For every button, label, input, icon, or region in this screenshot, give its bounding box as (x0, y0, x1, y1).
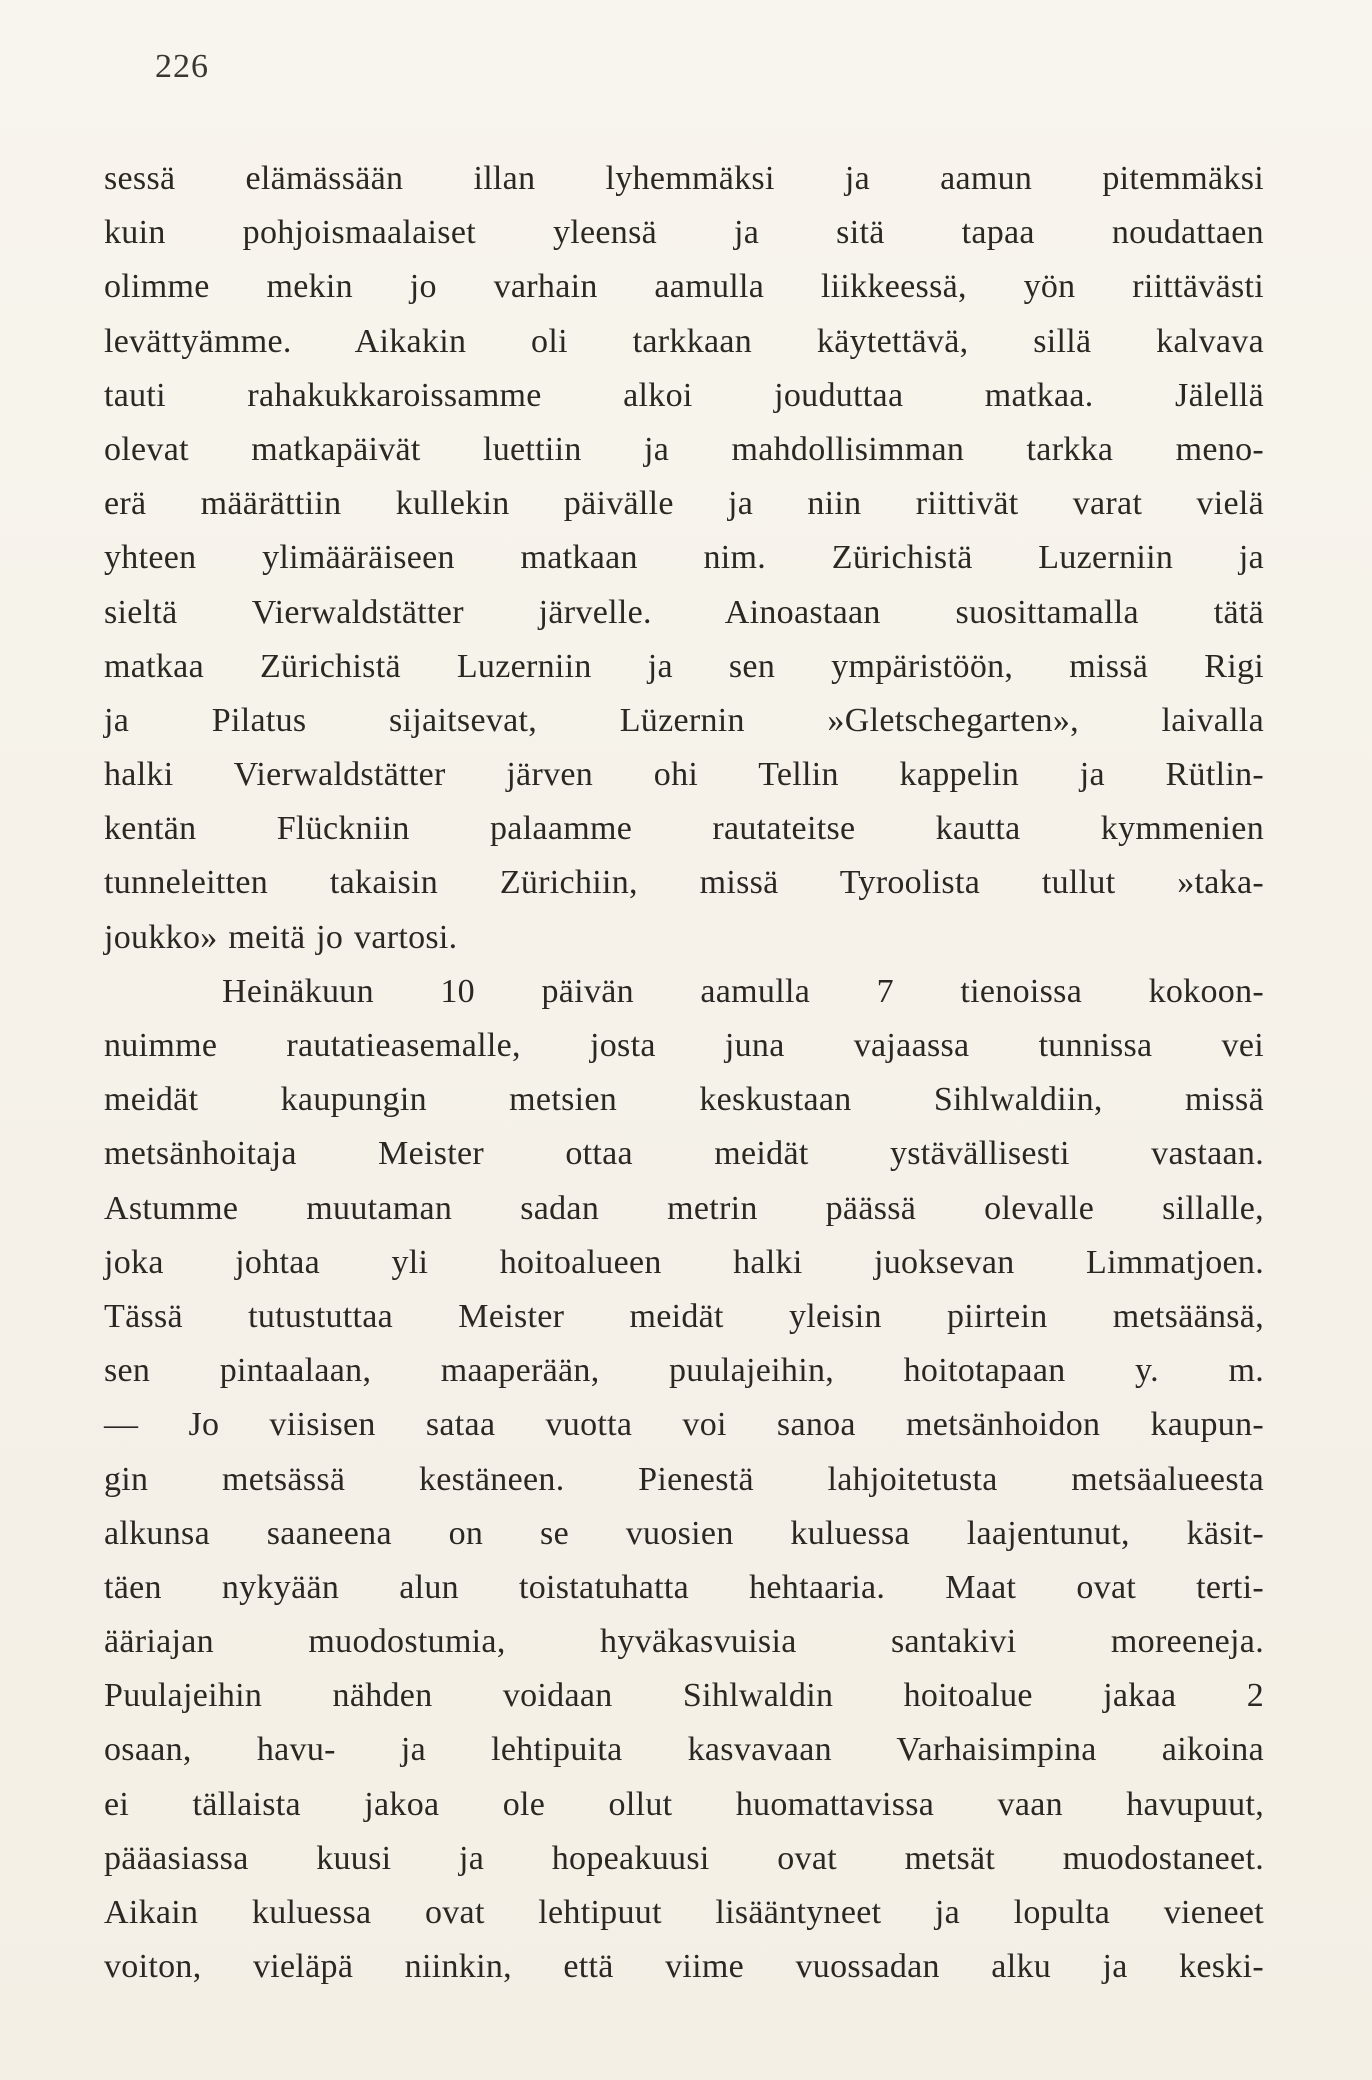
text-line: sessä elämässään illan lyhemmäksi ja aamun pitemmäksi (104, 160, 1264, 197)
text-line: joka johtaa yli hoitoalueen halki juoksevan Limmatjoen. (104, 1243, 1264, 1281)
text-line: — Jo viisisen sataa vuotta voi sanoa metsänhoidon kaupun- (104, 1406, 1264, 1444)
text-line: levättyämme. Aikakin oli tarkkaan käytettävä, sillä kalvava (104, 322, 1264, 360)
text-line: osaan, havu- ja lehtipuita kasvavaan Varhaisimpina aikoina (104, 1731, 1264, 1769)
text-line: Aikain kuluessa ovat lehtipuut lisääntyneet ja lopulta vieneet (104, 1894, 1264, 1931)
text-line: erä määrättiin kullekin päivälle ja niin riittivät varat vielä (104, 485, 1264, 523)
text-line: olimme mekin jo varhain aamulla liikkeessä, yön riittävästi (104, 268, 1264, 306)
text-line: Astumme muutaman sadan metrin päässä olevalle sillalle, (104, 1189, 1264, 1227)
text-line: nuimme rautatieasemalle, josta juna vajaassa tunnissa vei (104, 1027, 1264, 1064)
text-line: voiton, vieläpä niinkin, että viime vuossadan alku ja keski- (104, 1948, 1264, 1986)
text-line: ei tällaista jakoa ole ollut huomattavissa vaan havupuut, (104, 1785, 1264, 1823)
text-line: ja Pilatus sijaitsevat, Lüzernin »Gletschegarten», laivalla (104, 701, 1264, 739)
text-line: sieltä Vierwaldstätter järvelle. Ainoastaan suosittamalla tätä (104, 593, 1264, 631)
text-line: Tässä tutustuttaa Meister meidät yleisin piirtein metsäänsä, (104, 1297, 1264, 1335)
text-line: tauti rahakukkaroissamme alkoi jouduttaa matkaa. Jälellä (104, 376, 1264, 414)
text-line: täen nykyään alun toistatuhatta hehtaaria. Maat ovat terti- (104, 1568, 1264, 1606)
text-line: kentän Flückniin palaamme rautateitse kautta kymmenien (104, 810, 1264, 848)
paragraph-start-line: Heinäkuun 10 päivän aamulla 7 tienoissa kokoon- (222, 972, 1264, 1010)
text-line: kuin pohjoismaalaiset yleensä ja sitä tapaa noudattaen (104, 214, 1264, 252)
text-line: matkaa Zürichistä Luzerniin ja sen ympäristöön, missä Rigi (104, 647, 1264, 685)
text-line: alkunsa saaneena on se vuosien kuluessa laajentunut, käsit- (104, 1514, 1264, 1552)
text-line: Puulajeihin nähden voidaan Sihlwaldin hoitoalue jakaa 2 (104, 1677, 1264, 1715)
text-line: ääriajan muodostumia, hyväkasvuisia santakivi moreeneja. (104, 1623, 1264, 1661)
text-line: meidät kaupungin metsien keskustaan Sihlwaldiin, missä (104, 1081, 1264, 1119)
text-line: yhteen ylimääräiseen matkaan nim. Zürichistä Luzerniin ja (104, 539, 1264, 577)
text-line: sen pintaalaan, maaperään, puulajeihin, hoitotapaan y. m. (104, 1352, 1264, 1390)
paragraph-end-line: joukko» meitä jo vartosi. (104, 918, 458, 956)
text-line: metsänhoitaja Meister ottaa meidät ystävällisesti vastaan. (104, 1135, 1264, 1173)
text-line: halki Vierwaldstätter järven ohi Tellin kappelin ja Rütlin- (104, 756, 1264, 794)
text-line: gin metsässä kestäneen. Pienestä lahjoitetusta metsäalueesta (104, 1460, 1264, 1498)
text-line: pääasiassa kuusi ja hopeakuusi ovat metsät muodostaneet. (104, 1839, 1264, 1877)
page-number: 226 (155, 48, 209, 85)
text-line: olevat matkapäivät luettiin ja mahdollisimman tarkka meno- (104, 430, 1264, 468)
body-text (104, 152, 1264, 1994)
text-line: tunneleitten takaisin Zürichiin, missä Tyroolista tullut »taka- (104, 864, 1264, 902)
